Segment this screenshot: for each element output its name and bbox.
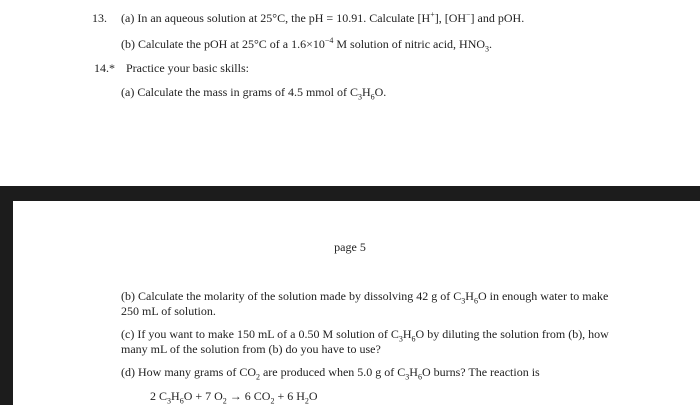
page-left-edge bbox=[0, 201, 13, 405]
question-b-line-1: (b) Calculate the molarity of the solution made by dissolving 42 g of $C_3H_6O$ in enough water to make bbox=[121, 289, 609, 306]
reaction-arrow: → bbox=[226, 389, 245, 403]
question-b-line-2: 250 mL of solution. bbox=[121, 304, 216, 318]
question-c-line-2: many mL of the solution from (b) do you have to use? bbox=[121, 342, 381, 356]
question-13b: (b) Calculate the pOH at 25°C of a $1.6\times 10^{-4}$ M solution of nitric acid, $HNO_3$. bbox=[121, 36, 493, 54]
question-14-title: Practice your basic skills: bbox=[126, 61, 249, 75]
question-14a: (a) Calculate the mass in grams of 4.5 mmol of $C_3H_6O$. bbox=[121, 85, 387, 102]
page-number-label: page 5 bbox=[334, 240, 366, 254]
page-separator-band bbox=[0, 186, 700, 201]
question-13-number: 13. bbox=[92, 11, 107, 25]
question-13a: (a) In an aqueous solution at 25°C, the pH = 10.91. Calculate [H+], [OH−] and pOH. bbox=[121, 10, 525, 25]
question-c-line-1: (c) If you want to make 150 mL of a 0.50 M solution of $C_3H_6O$ by diluting the solution from (b), how bbox=[121, 327, 609, 344]
page-top-section bbox=[0, 0, 700, 186]
question-14-number: 14.* bbox=[94, 61, 115, 75]
question-d: (d) How many grams of $CO_2$ are produced when 5.0 g of $C_3H_6O$ burns? The reaction is bbox=[121, 365, 540, 382]
reaction-equation: 2 $C_3H_6O + 7$ $O_2 \to 6$ $CO_2 + 6$ $H_2O$ bbox=[150, 389, 318, 405]
